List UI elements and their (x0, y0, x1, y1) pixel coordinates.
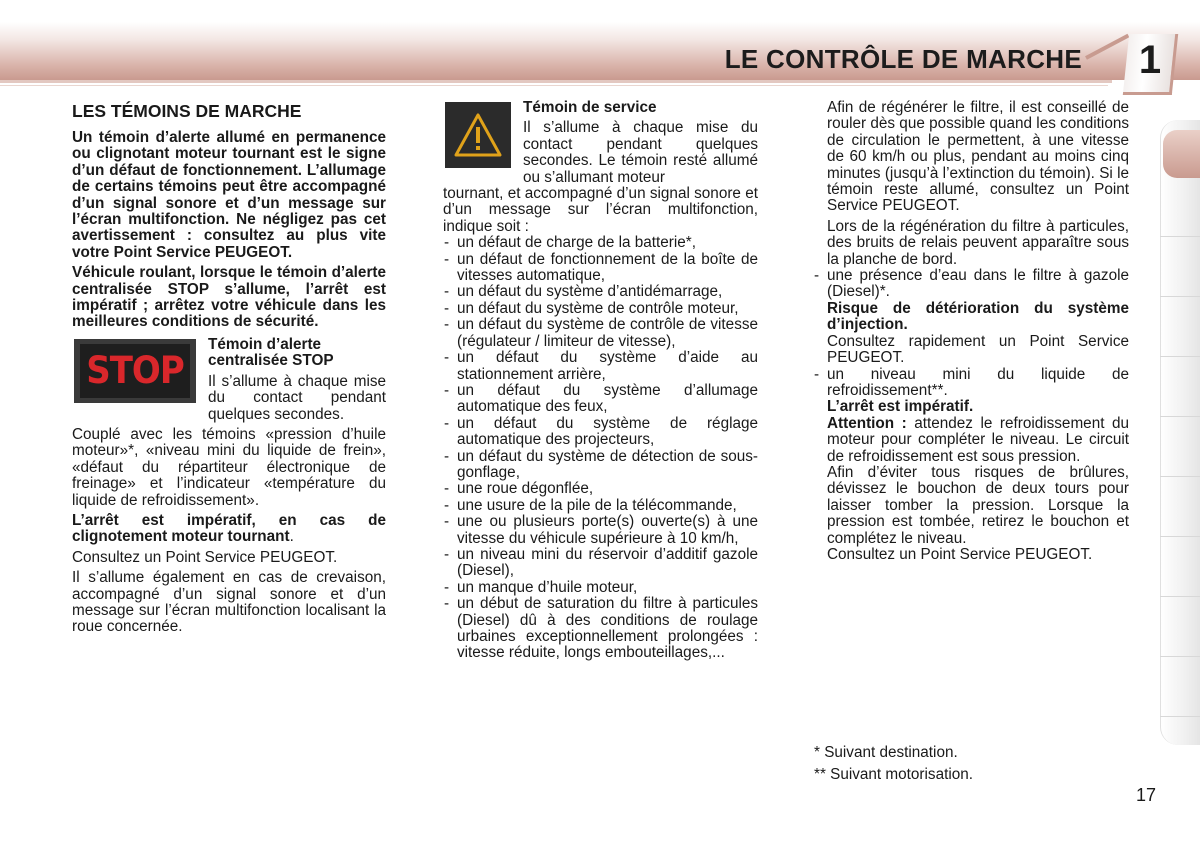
stop-title: Témoin d’alerte centralisée STOP (208, 336, 334, 370)
puncture-note: Il s’allume également en cas de crevaison, accompagné d’un signal sonore et d’un message sur l’écran multifonction localisant la roue concernée. (72, 569, 386, 636)
chapter-tab-strip (1160, 120, 1200, 745)
footnote-engine: ** Suivant motorisation. (814, 766, 973, 783)
imperative-stop: L’arrêt est impératif. (827, 398, 974, 416)
fault-list-continued (813, 367, 1129, 400)
burn-risk-note: Afin d’éviter tous risques de brûlures, dévissez le bouchon de deux tours pour laisser tomber la pression. Lorsque la pression est tombée, retirez le bouchon et complétez le niveau. (827, 463, 1129, 547)
regeneration-advice: Afin de régénérer le filtre, il est conseillé de rouler dès que possible quand les conditions de circulation le permettent, à une vitesse de 60 km/h ou plus, pendant au moins cinq minutes (jusqu’à l’extinction du témoin). Si le témoin reste allumé, consultez un Point Service PEUGEOT. (827, 99, 1129, 215)
column-middle (443, 100, 758, 662)
chapter-number: 1 (1138, 38, 1162, 82)
service-indicator-block (443, 100, 758, 186)
footnotes (814, 742, 973, 786)
stop-warning-icon (74, 339, 196, 403)
list-item: - un manque d’huile moteur, (443, 580, 758, 596)
stop-imperative: L’arrêt est impératif, en cas de clignotement moteur tournant. (72, 511, 386, 546)
list-item: - un défaut de charge de la batterie*, (443, 235, 758, 251)
tab-divider (1160, 416, 1200, 417)
footnote-destination: * Suivant destination. (814, 744, 958, 761)
service-description-end: tournant, et accompagné d’un signal sonore et d’un message sur l’écran multifonction, indique soit : (443, 185, 758, 235)
service-fault-list (443, 235, 758, 662)
section-heading: LES TÉMOINS DE MARCHE (72, 101, 302, 121)
consult-dealer: Consultez un Point Service PEUGEOT. (72, 548, 338, 566)
coupled-indicators: Couplé avec les témoins «pression d’huile moteur»*, «niveau mini du liquide de frein», «défaut du répartiteur électronique de freinage» et l’indicateur «température du liquide de refroidissement». (72, 425, 386, 509)
consult-dealer: Consultez un Point Service PEUGEOT. (827, 545, 1093, 563)
stop-indicator-block (72, 337, 386, 423)
intro-warning: Un témoin d’alerte allumé en permanence ou clignotant moteur tournant est le signe d’un défaut de fonctionnement. L’allumage de certains témoins peut être accompagné d’un signal sonore et d’un message sur l’écran multifonction. Ne négligez pas cet avertissement : consultez au plus vite votre Point Service PEUGEOT. (72, 129, 386, 261)
service-warning-icon (445, 102, 511, 168)
service-description-start: Il s’allume à chaque mise du contact pendant quelques secondes. Le témoin resté allumé ou s’allumant moteur (523, 119, 758, 186)
list-item: - un début de saturation du filtre à particules (Diesel) dû à des conditions de roulage urbaines exceptionnellement prolongées : vitesse réduite, longs embouteillages,... (443, 596, 758, 662)
fault-list-continued (813, 268, 1129, 301)
column-right (813, 100, 1129, 563)
list-item: - une ou plusieurs porte(s) ouverte(s) à une vitesse du véhicule supérieure à 10 km/h, (443, 514, 758, 547)
list-item: - un défaut du système de réglage automatique des projecteurs, (443, 416, 758, 449)
stop-description: Il s’allume à chaque mise du contact pendant quelques secondes. (208, 372, 386, 423)
column-left (72, 100, 386, 636)
injection-risk: Risque de détérioration du système d’injection. (827, 299, 1129, 334)
list-item: - un défaut du système de contrôle moteur, (443, 301, 758, 317)
list-item: - une présence d’eau dans le filtre à gazole (Diesel)*. (813, 268, 1129, 301)
tab-divider (1160, 356, 1200, 357)
tab-divider (1160, 296, 1200, 297)
tab-divider (1160, 476, 1200, 477)
list-item: - un défaut du système d’antidémarrage, (443, 284, 758, 300)
header-rule (0, 80, 1112, 83)
list-item: - un défaut du système d’allumage automatique des feux, (443, 383, 758, 416)
header-rule-thin (0, 85, 1108, 86)
chapter-tab-active (1163, 130, 1200, 178)
stop-icon-label: STOP (86, 348, 184, 393)
service-title: Témoin de service (523, 100, 657, 116)
stop-warning: Véhicule roulant, lorsque le témoin d’alerte centralisée STOP s’allume, l’arrêt est impératif ; arrêtez votre véhicule dans les meilleures conditions de sécurité. (72, 264, 386, 331)
tab-divider (1160, 236, 1200, 237)
list-item: - un défaut de fonctionnement de la boîte de vitesses automatique, (443, 252, 758, 285)
list-item: - un défaut du système de détection de sous-gonflage, (443, 449, 758, 482)
regeneration-noise: Lors de la régénération du filtre à particules, des bruits de relais peuvent apparaître sous la planche de bord. (827, 217, 1129, 268)
list-item: - une usure de la pile de la télécommande, (443, 498, 758, 514)
attention-note: Attention : attendez le refroidissement du moteur pour compléter le niveau. Le circuit de refroidissement est sous pression. (827, 414, 1129, 465)
list-item: - un défaut du système de contrôle de vitesse (régulateur / limiteur de vitesse), (443, 317, 758, 350)
tab-divider (1160, 596, 1200, 597)
chapter-title: LE CONTRÔLE DE MARCHE (724, 44, 1082, 74)
tab-divider (1160, 656, 1200, 657)
list-item: - un niveau mini du réservoir d’additif gazole (Diesel), (443, 547, 758, 580)
consult-quickly: Consultez rapidement un Point Service PEUGEOT. (827, 332, 1129, 367)
list-item: - un niveau mini du liquide de refroidissement**. (813, 367, 1129, 400)
page-number: 17 (1136, 785, 1157, 805)
tab-divider (1160, 536, 1200, 537)
list-item: - une roue dégonflée, (443, 481, 758, 497)
list-item: - un défaut du système d’aide au stationnement arrière, (443, 350, 758, 383)
tab-divider (1160, 716, 1200, 717)
